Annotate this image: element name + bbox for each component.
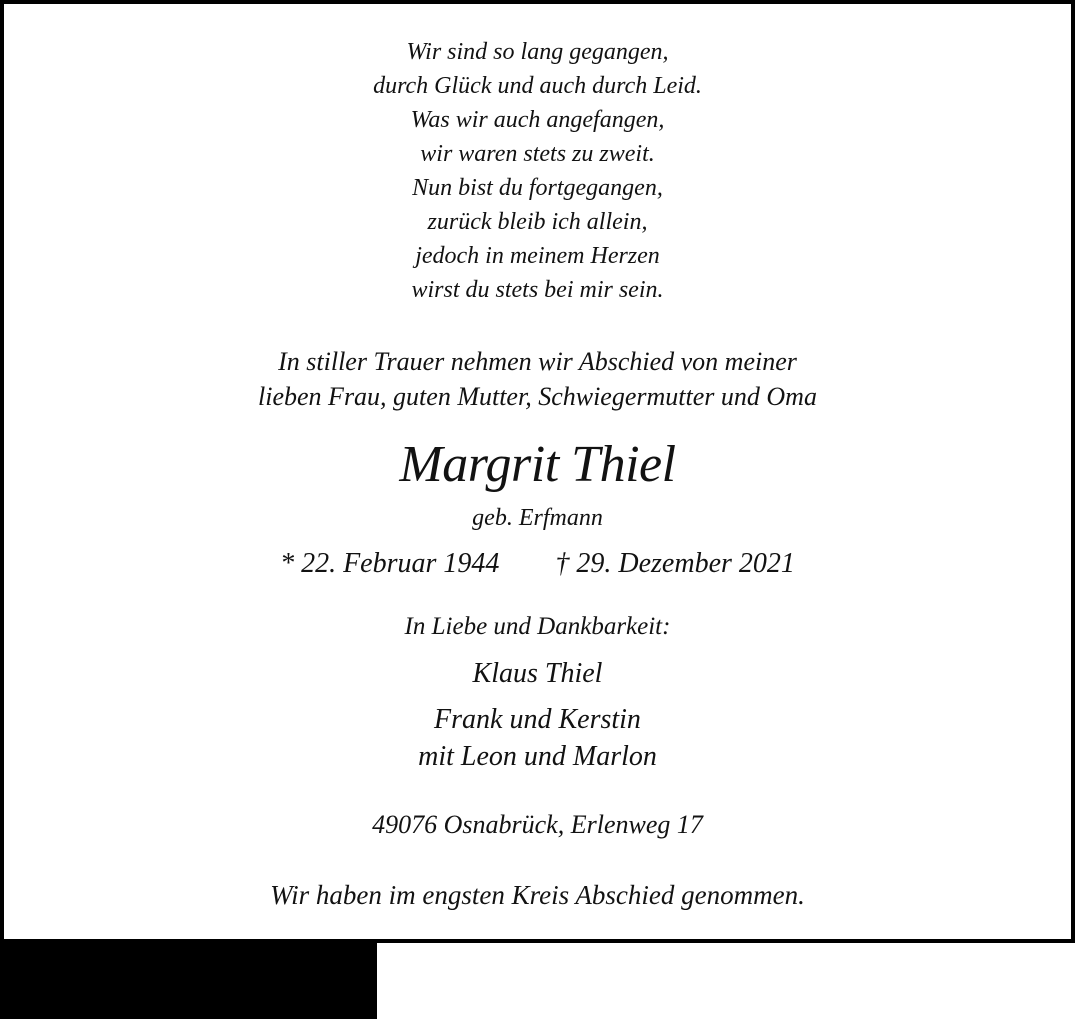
mourner-name: mit Leon und Marlon	[418, 741, 657, 772]
redacted-block	[0, 941, 377, 1019]
deceased-name: Margrit Thiel	[399, 436, 676, 493]
maiden-name: geb. Erfmann	[472, 505, 603, 531]
poem-line: jedoch in meinem Herzen	[415, 243, 660, 269]
poem-line: zurück bleib ich allein,	[427, 209, 648, 235]
mourner-name: Frank und Kerstin	[434, 704, 641, 735]
closing-line: Wir haben im engsten Kreis Abschied genommen.	[270, 880, 805, 910]
intro-line: In stiller Trauer nehmen wir Abschied von meiner	[278, 347, 797, 376]
poem-line: Was wir auch angefangen,	[410, 107, 665, 133]
poem-line: Nun bist du fortgegangen,	[412, 175, 663, 201]
farewell-intro	[4, 344, 1071, 414]
mourner-name: Klaus Thiel	[472, 658, 603, 689]
poem-line: durch Glück und auch durch Leid.	[373, 73, 702, 99]
tribute-heading: In Liebe und Dankbarkeit:	[404, 613, 671, 640]
birth-date: * 22. Februar 1944	[280, 548, 500, 579]
death-date: † 29. Dezember 2021	[555, 548, 795, 579]
poem-line: wir waren stets zu zweit.	[420, 141, 655, 167]
memorial-poem	[4, 35, 1071, 307]
poem-line: wirst du stets bei mir sein.	[411, 277, 664, 303]
address-line: 49076 Osnabrück, Erlenweg 17	[372, 810, 703, 839]
poem-line: Wir sind so lang gegangen,	[406, 39, 669, 65]
mourner-group	[4, 701, 1071, 775]
intro-line: lieben Frau, guten Mutter, Schwiegermutter und Oma	[258, 382, 817, 411]
life-dates	[4, 547, 1071, 581]
